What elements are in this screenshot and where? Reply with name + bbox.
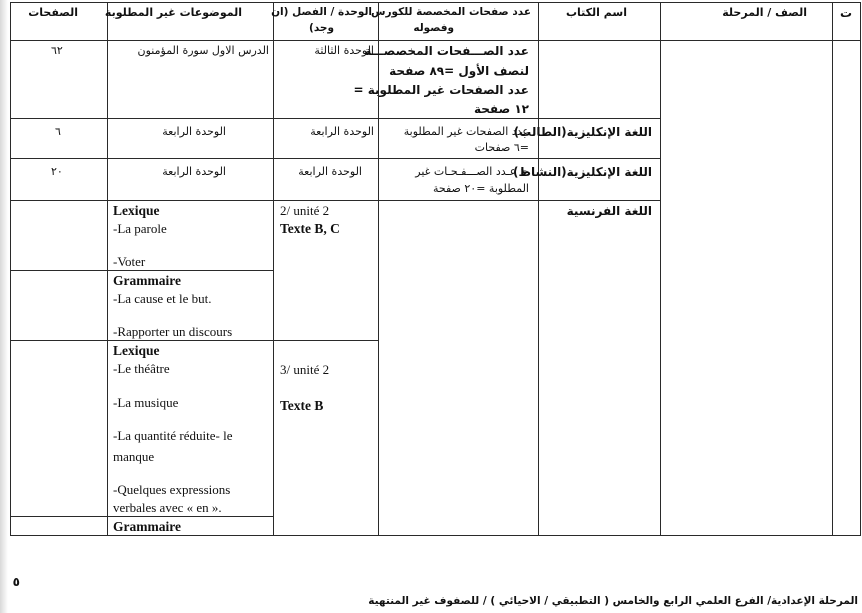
french-block3-item6: verbales avec « en ».	[113, 500, 222, 515]
french-book: اللغة الفرنسية	[566, 204, 652, 218]
header-unit-line2: وجد)	[309, 22, 334, 34]
header-topics: الموضوعات غير المطلوبة	[104, 6, 242, 19]
col-border-3	[273, 2, 274, 536]
header-pages-line2: وفصوله	[413, 22, 454, 34]
french-block1-item2: -Voter	[113, 254, 146, 269]
french-divider-3	[10, 516, 273, 517]
french-block3-item4: manque	[113, 449, 155, 464]
row1-unit: الوحدة الثالثة	[314, 44, 374, 57]
scan-shadow	[0, 0, 8, 613]
french-block2-title: Grammaire	[113, 273, 181, 288]
row2-unit: الوحدة الرابعة	[310, 125, 374, 138]
table-top-border	[10, 2, 861, 3]
header-bottom-border	[10, 40, 861, 41]
col-border-5	[538, 2, 539, 536]
page-number: ٥	[12, 575, 20, 589]
row2-pagecount: ٦	[55, 125, 61, 138]
french-block1-title: Lexique	[113, 203, 160, 218]
row3-unit: الوحدة الرابعة	[298, 165, 362, 178]
footer-text: المرحلة الإعدادية/ الفرع العلمي الرابع والخامس ( التطبيقي / الاحيائي ) / للصفوف غير المنتهية	[368, 595, 858, 607]
header-index: ت	[839, 6, 852, 20]
row3-pages-line2: المطلوبة =٢٠ صفحة	[432, 182, 529, 195]
row1-pages-line2: لنصف الأول =٨٩ صفحة	[389, 64, 529, 78]
row2-pages-line2: =٦ صفحات	[474, 141, 529, 154]
header-unit-line1: الوحدة / الفصل (ان	[271, 6, 372, 18]
french-block2-item1: -La cause et le but.	[113, 291, 212, 306]
col-border-2	[107, 2, 108, 536]
col-border-6	[660, 2, 661, 536]
row1-topics: الدرس الاول سورة المؤمنون	[137, 44, 269, 57]
header-book: اسم الكتاب	[565, 6, 627, 19]
french-block1-item1: -La parole	[113, 221, 167, 236]
table-bottom-border	[10, 535, 861, 536]
row1-pages-line3: عدد الصفحات غير المطلوبة =	[353, 83, 529, 97]
french-block3-item3: -La quantité réduite- le	[113, 428, 233, 443]
header-pages-line1: عدد صفحات المخصصة للكورس	[370, 6, 531, 18]
french-block4-title: Grammaire	[113, 519, 181, 534]
row2-topics: الوحدة الرابعة	[162, 125, 226, 138]
french-unit2-line2: Texte B	[280, 398, 324, 413]
french-unit2-line1: 3/ unité 2	[280, 362, 330, 377]
row1-pages-line4: ١٢ صفحة	[474, 102, 529, 116]
row3-topics: الوحدة الرابعة	[162, 165, 226, 178]
row3-book: اللغة الإنكليزية(النشاط)	[513, 165, 652, 179]
header-grade: الصف / المرحلة	[722, 6, 807, 19]
row3-pages-line1: ➢ عـدد الصـــفـحـات غير	[415, 165, 529, 178]
french-block2-item2: -Rapporter un discours	[113, 324, 233, 339]
header-pagecount: الصفحات	[28, 6, 78, 19]
french-unit1-line1: 2/ unité 2	[280, 203, 330, 218]
col-border-7	[832, 2, 833, 536]
row3-pagecount: ٢٠	[51, 165, 63, 178]
col-border-1	[10, 2, 11, 536]
french-block3-item5: -Quelques expressions	[113, 482, 231, 497]
french-block3-item2: -La musique	[113, 395, 179, 410]
french-divider-1	[10, 270, 273, 271]
french-divider-2	[10, 340, 378, 341]
row1-pagecount: ٦٢	[51, 44, 63, 57]
french-block3-title: Lexique	[113, 343, 160, 358]
row1-pages-line1: عدد الصـــفحات المخصصـــة	[364, 44, 529, 58]
french-block3-item1: -Le théâtre	[113, 361, 170, 376]
row2-pages-line1: عدد الصفحات غير المطلوبة	[403, 125, 529, 138]
french-unit1-line2: Texte B, C	[280, 221, 340, 236]
row2-book: اللغة الإنكليزية(الطالب)	[513, 125, 652, 139]
col-border-8	[860, 2, 861, 536]
